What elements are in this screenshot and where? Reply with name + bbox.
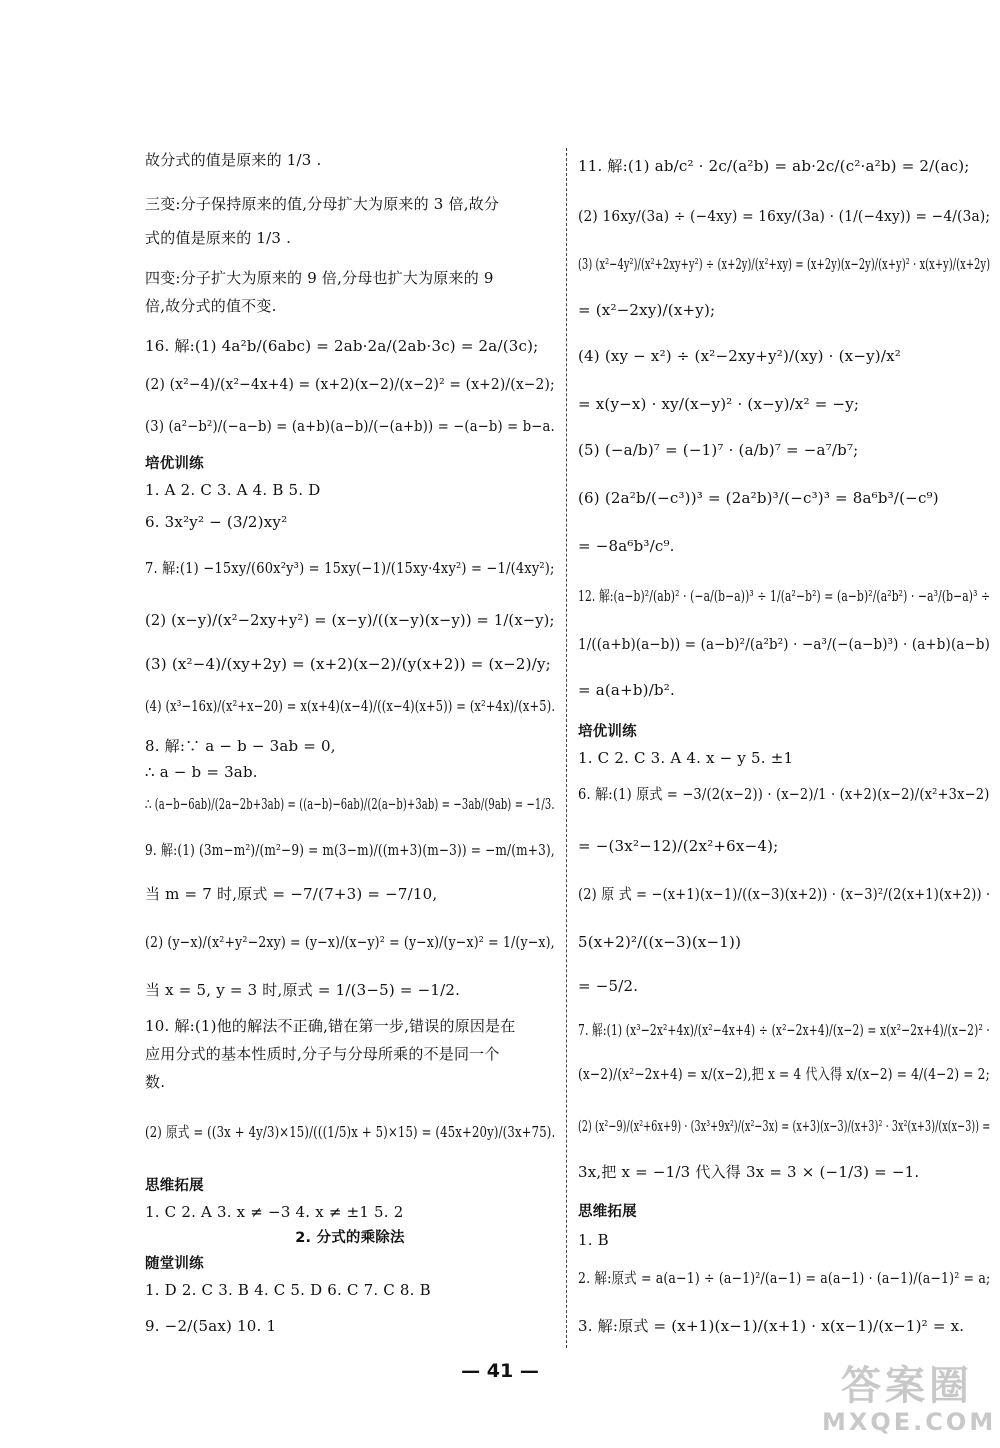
page-number: — 41 — bbox=[461, 1360, 539, 1382]
answer-line: 6. 3x²y² − (3/2)xy² bbox=[145, 513, 288, 531]
text-line: (3) (x²−4)/(xy+2y) = (x+2)(x−2)/(y(x+2)) = (x−2)/y; bbox=[145, 655, 551, 673]
text-line: (4) (x³−16x)/(x²+x−20) = x(x+4)(x−4)/((x−4)(x+5)) = (x²+4x)/(x+5). bbox=[145, 697, 556, 715]
text-line: = a(a+b)/b². bbox=[578, 681, 675, 699]
text-line: (3) (x²−4y²)/(x²+2xy+y²) ÷ (x+2y)/(x²+xy) = (x+2y)(x−2y)/(x+y)² · x(x+y)/(x+2y) bbox=[578, 255, 991, 273]
text-line: (4) (xy − x²) ÷ (x²−2xy+y²)/(xy) · (x−y)/x² bbox=[578, 347, 901, 365]
watermark-title: 答案圈 bbox=[841, 1363, 973, 1409]
text-line: 12. 解:(a−b)²/(ab)² · (−a/(b−a))³ ÷ 1/(a²−b²) = (a−b)²/(a²b²) · −a³/(b−a)³ ÷ bbox=[578, 587, 991, 605]
text-line: (2) (x²−9)/(x²+6x+9) · (3x³+9x²)/(x²−3x) = (x+3)(x−3)/(x+3)² · 3x²(x+3)/(x(x−3)) = bbox=[578, 1117, 991, 1135]
text-line: 当 m = 7 时,原式 = −7/(7+3) = −7/10, bbox=[145, 885, 438, 903]
text-line: = x(y−x) · xy/(x−y)² · (x−y)/x² = −y; bbox=[578, 395, 860, 413]
text-line: (5) (−a/b)⁷ = (−1)⁷ · (a/b)⁷ = −a⁷/b⁷; bbox=[578, 441, 859, 459]
text-line: (2) (x−y)/(x²−2xy+y²) = (x−y)/((x−y)(x−y)) = 1/(x−y); bbox=[145, 611, 555, 629]
text-line: (2) 原 式 = −(x+1)(x−1)/((x−3)(x+2)) · (x−3)²/(2(x+1)(x+2)) · bbox=[578, 885, 991, 903]
text-line: 10. 解:(1)他的解法不正确,错在第一步,错误的原因是在 bbox=[145, 1017, 516, 1035]
section-heading: 培优训练 bbox=[578, 724, 637, 740]
text-line: 应用分式的基本性质时,分子与分母所乘的不是同一个 bbox=[145, 1045, 500, 1063]
text-line: (3) (a²−b²)/(−a−b) = (a+b)(a−b)/(−(a+b)) = −(a−b) = b−a. bbox=[145, 417, 555, 435]
text-line: 8. 解:∵ a − b − 3ab = 0, bbox=[145, 737, 336, 755]
text-line: (6) (2a²b/(−c³))³ = (2a²b)³/(−c³)³ = 8a⁶b³/(−c⁹) bbox=[578, 489, 939, 507]
answer-line: 1. A 2. C 3. A 4. B 5. D bbox=[145, 481, 321, 499]
text-line: 1/((a+b)(a−b)) = (a−b)²/(a²b²) · −a³/(−(a−b)³) · (a+b)(a−b) bbox=[578, 635, 991, 653]
section-heading: 随堂训练 bbox=[145, 1256, 204, 1272]
text-line: = −5/2. bbox=[578, 977, 639, 995]
text-line: 当 x = 5, y = 3 时,原式 = 1/(3−5) = −1/2. bbox=[145, 981, 461, 999]
text-line: 16. 解:(1) 4a²b/(6abc) = 2ab·2a/(2ab·3c) = 2a/(3c); bbox=[145, 337, 539, 355]
answer-line: 9. −2/(5ax) 10. 1 bbox=[145, 1317, 277, 1335]
text-line: 5(x+2)²/((x−3)(x−1)) bbox=[578, 933, 742, 951]
text-line: 7. 解:(1) (x³−2x²+4x)/(x²−4x+4) ÷ (x²−2x+4)/(x−2) = x(x²−2x+4)/(x−2)² · bbox=[578, 1021, 990, 1039]
text-line: 7. 解:(1) −15xy/(60x²y³) = 15xy(−1)/(15xy·4xy²) = −1/(4xy²); bbox=[145, 559, 555, 577]
text-line: (2) 16xy/(3a) ÷ (−4xy) = 16xy/(3a) · (1/(−4xy)) = −4/(3a); bbox=[578, 207, 991, 225]
text-line: 6. 解:(1) 原式 = −3/(2(x−2)) · (x−2)/1 · (x+2)(x−2)/(x²+3x−2) bbox=[578, 785, 990, 803]
section-heading: 思维拓展 bbox=[145, 1178, 204, 1194]
text-line: 数. bbox=[145, 1073, 166, 1091]
text-line: 9. 解:(1) (3m−m²)/(m²−9) = m(3−m)/((m+3)(m−3)) = −m/(m+3), bbox=[145, 841, 555, 859]
text-line: = −8a⁶b³/c⁹. bbox=[578, 537, 675, 555]
answer-line: 1. B bbox=[578, 1231, 609, 1249]
answer-line: 1. D 2. C 3. B 4. C 5. D 6. C 7. C 8. B bbox=[145, 1281, 431, 1299]
text-line: ∴ (a−b−6ab)/(2a−2b+3ab) = ((a−b)−6ab)/(2(a−b)+3ab) = −3ab/(9ab) = −1/3. bbox=[145, 795, 555, 813]
text-line: = (x²−2xy)/(x+y); bbox=[578, 301, 716, 319]
text-line: = −(3x²−12)/(2x²+6x−4); bbox=[578, 837, 779, 855]
text-line: 2. 解:原式 = a(a−1) ÷ (a−1)²/(a−1) = a(a−1) · (a−1)/(a−1)² = a; bbox=[578, 1269, 991, 1287]
column-divider bbox=[566, 148, 567, 1348]
answer-line: 1. C 2. C 3. A 4. x − y 5. ±1 bbox=[578, 749, 794, 767]
text-line: ∴ a − b = 3ab. bbox=[145, 763, 258, 781]
text-line: (2) 原式 = ((3x + 4y/3)×15)/(((1/5)x + 5)×15) = (45x+20y)/(3x+75). bbox=[145, 1123, 556, 1141]
text-line: 11. 解:(1) ab/c² · 2c/(a²b) = ab·2c/(c²·a²b) = 2/(ac); bbox=[578, 157, 970, 175]
text-line: (2) (y−x)/(x²+y²−2xy) = (y−x)/(x−y)² = (y−x)/(y−x)² = 1/(y−x), bbox=[145, 933, 555, 951]
text-line: 3x,把 x = −1/3 代入得 3x = 3 × (−1/3) = −1. bbox=[578, 1163, 920, 1181]
watermark-site: MXQE.COM bbox=[822, 1408, 997, 1436]
text-line: 故分式的值是原来的 1/3 . bbox=[145, 151, 322, 169]
section-heading: 思维拓展 bbox=[578, 1204, 637, 1220]
text-line: 三变:分子保持原来的值,分母扩大为原来的 3 倍,故分 bbox=[145, 195, 500, 213]
answer-line: 1. C 2. A 3. x ≠ −3 4. x ≠ ±1 5. 2 bbox=[145, 1203, 404, 1221]
text-line: (x−2)/(x²−2x+4) = x/(x−2),把 x = 4 代入得 x/(x−2) = 4/(4−2) = 2; bbox=[578, 1065, 990, 1083]
watermark-logo bbox=[822, 1363, 997, 1440]
lesson-title: 2. 分式的乘除法 bbox=[295, 1230, 405, 1246]
section-heading: 培优训练 bbox=[145, 456, 204, 472]
text-line: 式的值是原来的 1/3 . bbox=[145, 229, 292, 247]
text-line: 3. 解:原式 = (x+1)(x−1)/(x+1) · x(x−1)/(x−1)² = x. bbox=[578, 1317, 965, 1335]
text-line: 倍,故分式的值不变. bbox=[145, 297, 277, 315]
text-line: (2) (x²−4)/(x²−4x+4) = (x+2)(x−2)/(x−2)² = (x+2)/(x−2); bbox=[145, 375, 555, 393]
text-line: 四变:分子扩大为原来的 9 倍,分母也扩大为原来的 9 bbox=[145, 269, 494, 287]
